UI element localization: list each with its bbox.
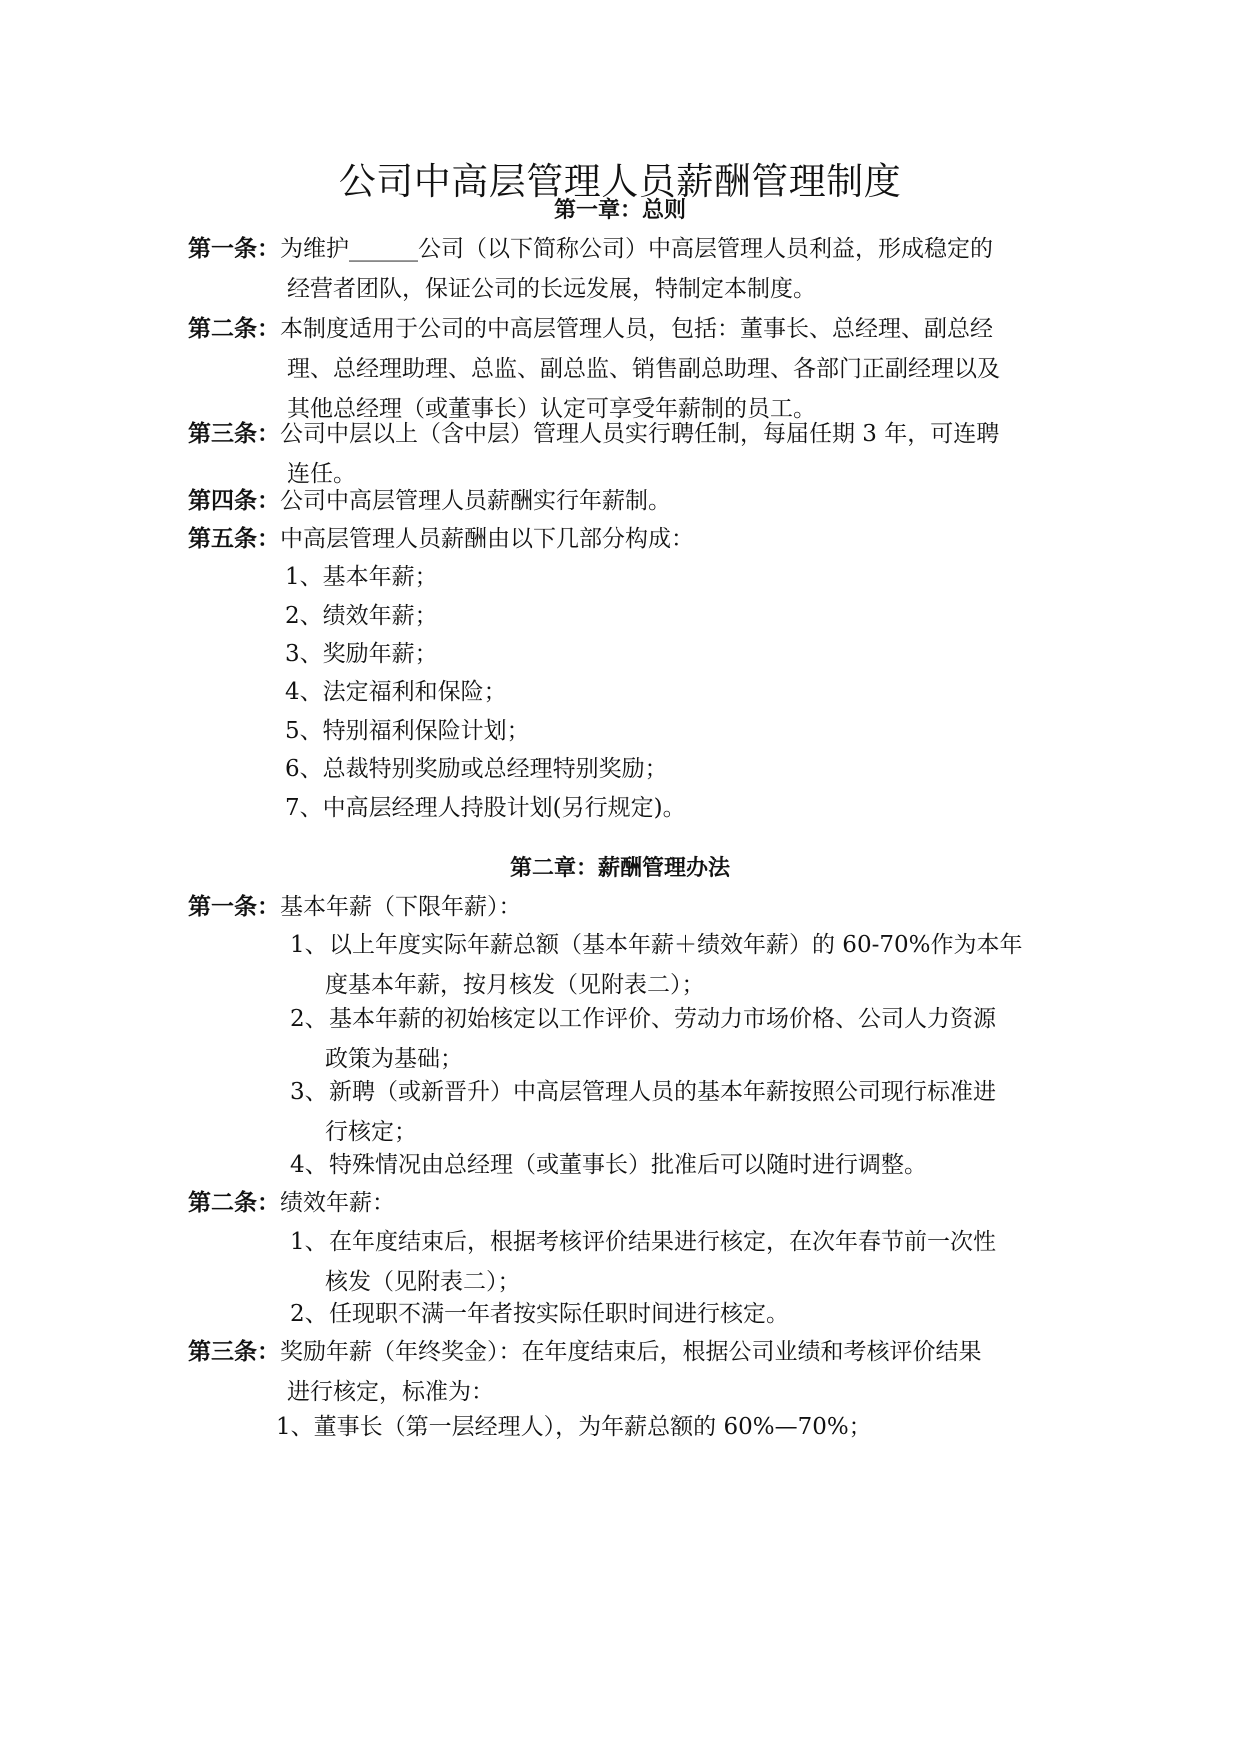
sub-item-text: 特殊情况由总经理（或董事长）批准后可以随时进行调整。 bbox=[329, 1152, 927, 1178]
sub-item-number: 3、 bbox=[290, 1079, 328, 1105]
sub-item-text: 以上年度实际年薪总额（基本年薪＋绩效年薪）的 60-70%作为本年 bbox=[329, 932, 1023, 958]
sub-item-text-continued: 政策为基础； bbox=[325, 1046, 463, 1072]
sub-item-text: 任现职不满一年者按实际任职时间进行核定。 bbox=[329, 1301, 789, 1327]
sub-item-number: 4、 bbox=[290, 1152, 328, 1178]
document-title: 公司中高层管理人员薪酬管理制度 bbox=[338, 160, 902, 203]
article-label: 第四条： bbox=[188, 488, 280, 514]
chapter-1-heading: 第一章：总则 bbox=[553, 198, 686, 223]
article-label: 第三条： bbox=[188, 1339, 280, 1365]
sub-item bbox=[290, 925, 1060, 1005]
chapter-2-article-3 bbox=[188, 1332, 1060, 1412]
article-text: 中高层管理人员薪酬由以下几部分构成： bbox=[280, 526, 694, 552]
sub-item bbox=[290, 1294, 1060, 1334]
chapter-1-article-1 bbox=[188, 229, 1060, 309]
article-text-continued: 连任。 bbox=[287, 461, 356, 487]
chapter-1-article-2 bbox=[188, 309, 1060, 429]
chapter-2-heading: 第二章：薪酬管理办法 bbox=[509, 856, 730, 881]
chapter-2-article-1 bbox=[188, 887, 1060, 927]
component-item: 6、总裁特别奖励或总经理特别奖励； bbox=[285, 756, 668, 782]
sub-item-number: 1、 bbox=[290, 932, 328, 958]
sub-item-text-continued: 度基本年薪，按月核发（见附表二）； bbox=[325, 972, 705, 998]
sub-item-number: 1、 bbox=[290, 1229, 328, 1255]
sub-item-number: 2、 bbox=[290, 1006, 328, 1032]
sub-item-text: 新聘（或新晋升）中高层管理人员的基本年薪按照公司现行标准进 bbox=[329, 1079, 996, 1105]
chapter-2-article-2 bbox=[188, 1183, 1060, 1223]
article-label: 第三条： bbox=[188, 421, 280, 447]
article-text-continued: 理、总经理助理、总监、副总监、销售副总助理、各部门正副经理以及 bbox=[287, 356, 1000, 382]
article-text-continued: 其他总经理（或董事长）认定可享受年薪制的员工。 bbox=[287, 396, 816, 422]
sub-item-text-continued: 行核定； bbox=[325, 1119, 417, 1145]
article-text: 本制度适用于公司的中高层管理人员，包括：董事长、总经理、副总经 bbox=[280, 316, 993, 342]
article-label: 第一条： bbox=[188, 236, 280, 262]
article-text: 公司中高层管理人员薪酬实行年薪制。 bbox=[280, 488, 671, 514]
reward-item: 1、董事长（第一层经理人），为年薪总额的 60%—70%； bbox=[276, 1414, 872, 1440]
sub-item bbox=[290, 1072, 1060, 1152]
chapter-1-article-4 bbox=[188, 481, 1060, 521]
article-text: 绩效年薪： bbox=[280, 1190, 395, 1216]
sub-item bbox=[290, 1145, 1060, 1185]
article-text: 为维护______公司（以下简称公司）中高层管理人员利益，形成稳定的 bbox=[280, 236, 993, 262]
article-label: 第一条： bbox=[188, 894, 280, 920]
article-label: 第二条： bbox=[188, 316, 280, 342]
component-item: 4、法定福利和保险； bbox=[285, 679, 507, 705]
article-text-continued: 经营者团队，保证公司的长远发展，特制定本制度。 bbox=[287, 276, 816, 302]
article-label: 第五条： bbox=[188, 526, 280, 552]
sub-item-text: 基本年薪的初始核定以工作评价、劳动力市场价格、公司人力资源 bbox=[329, 1006, 996, 1032]
article-text: 奖励年薪（年终奖金）：在年度结束后，根据公司业绩和考核评价结果 bbox=[280, 1339, 982, 1365]
sub-item bbox=[290, 1222, 1060, 1302]
chapter-1-article-5 bbox=[188, 519, 1060, 559]
sub-item-text-continued: 核发（见附表二）； bbox=[325, 1269, 521, 1295]
article-text-continued: 进行核定，标准为： bbox=[287, 1379, 494, 1405]
sub-item-text: 在年度结束后，根据考核评价结果进行核定，在次年春节前一次性 bbox=[329, 1229, 996, 1255]
sub-item-number: 2、 bbox=[290, 1301, 328, 1327]
article-text: 基本年薪（下限年薪）： bbox=[280, 894, 522, 920]
sub-item bbox=[290, 999, 1060, 1079]
article-text: 公司中层以上（含中层）管理人员实行聘任制，每届任期 3 年，可连聘 bbox=[280, 421, 1000, 447]
article-label: 第二条： bbox=[188, 1190, 280, 1216]
component-item: 2、绩效年薪； bbox=[285, 603, 438, 629]
component-item: 3、奖励年薪； bbox=[285, 641, 438, 667]
component-item: 7、中高层经理人持股计划(另行规定)。 bbox=[285, 795, 686, 821]
component-item: 1、基本年薪； bbox=[285, 564, 438, 590]
component-item: 5、特别福利保险计划； bbox=[285, 718, 530, 744]
